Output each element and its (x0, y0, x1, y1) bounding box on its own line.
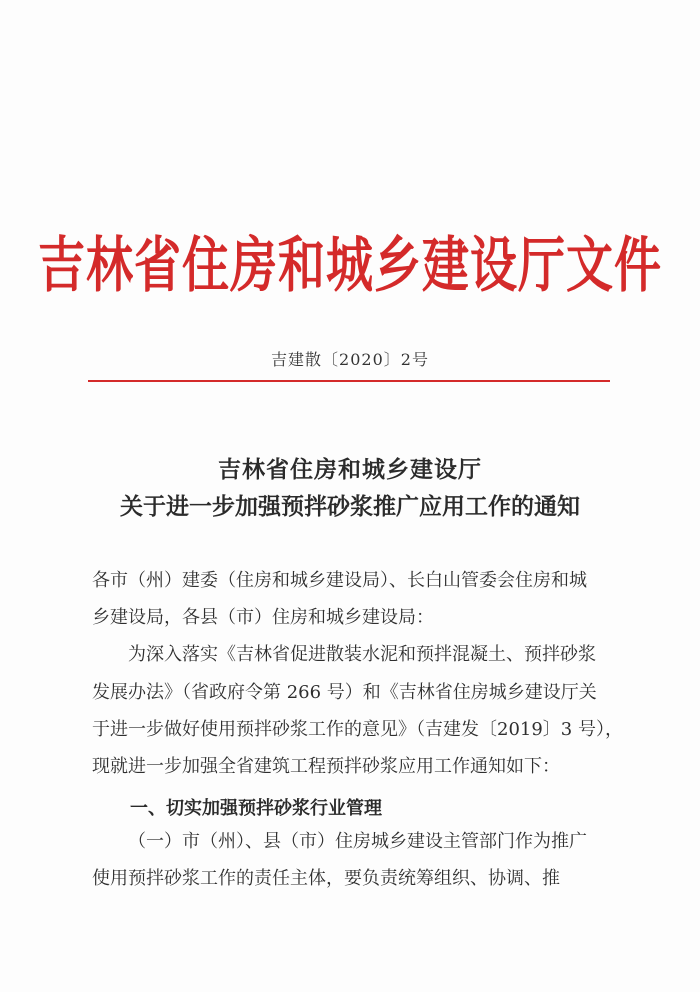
notice-title-line-2: 关于进一步加强预拌砂浆推广应用工作的通知 (120, 494, 580, 520)
paragraph-1-line-2: 发展办法》（省政府令第 266 号）和《吉林省住房城乡建设厅关 (92, 682, 597, 703)
paragraph-1-line-4: 现就进一步加强全省建筑工程预拌砂浆应用工作通知如下： (92, 756, 560, 777)
addressee-line-2: 乡建设局，各县（市）住房和城乡建设局： (92, 607, 434, 628)
paragraph-2-line-2: 使用预拌砂浆工作的责任主体，要负责统筹组织、协调、推 (92, 868, 560, 889)
paragraph-2-line-1: （一）市（州）、县（市）住房城乡建设主管部门作为推广 (128, 831, 587, 852)
document-number: 吉建散〔2020〕2号 (271, 350, 429, 369)
addressee-line-1: 各市（州）建委（住房和城乡建设局）、长白山管委会住房和城 (92, 570, 587, 591)
paragraph-1-line-1: 为深入落实《吉林省促进散装水泥和预拌混凝土、预拌砂浆 (128, 644, 596, 665)
section-1-heading: 一、切实加强预拌砂浆行业管理 (130, 798, 382, 819)
notice-title-line-1: 吉林省住房和城乡建设厅 (218, 457, 482, 483)
document-header-title: 吉林省住房和城乡建设厅文件 (38, 230, 662, 302)
paragraph-1-line-3: 于进一步做好使用预拌砂浆工作的意见》（吉建发〔2019〕3 号）， (92, 719, 623, 740)
red-divider-line (88, 380, 610, 382)
